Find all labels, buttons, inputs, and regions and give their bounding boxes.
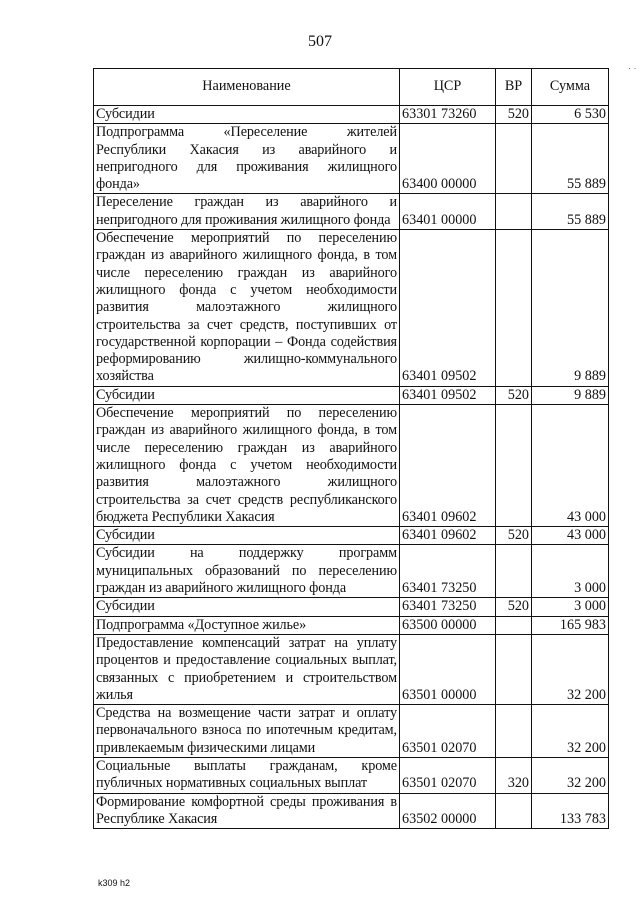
row-csr: 63401 09602 [400,527,496,545]
row-name: Переселение граждан из аварийного и непригодного для проживания жилищного фонда [94,194,400,230]
table-row [94,598,609,616]
row-vr: 320 [496,757,532,793]
row-csr: 63401 00000 [400,194,496,230]
row-name: Субсидии [94,106,400,124]
table-row [94,545,609,598]
table-row [94,705,609,758]
row-name: Подпрограмма «Переселение жителей Республики Хакасия из аварийного и непригодного для проживания жилищного фонда» [94,124,400,194]
header-vr: ВР [496,69,532,106]
row-name: Социальные выплаты гражданам, кроме публичных нормативных социальных выплат [94,757,400,793]
row-vr [496,705,532,758]
row-csr: 63401 09502 [400,386,496,404]
row-sum: 32 200 [532,634,609,704]
table-row [94,757,609,793]
row-csr: 63501 02070 [400,705,496,758]
table-row [94,527,609,545]
row-csr: 63500 00000 [400,616,496,634]
row-csr: 63501 02070 [400,757,496,793]
table-row [94,386,609,404]
table-row [94,634,609,704]
table-row [94,230,609,387]
row-vr: 520 [496,386,532,404]
row-name: Обеспечение мероприятий по переселению граждан из аварийного жилищного фонда, в том числе переселению граждан из аварийного жилищного фонда с учетом необходимости развития малоэтажного жилищного строительства за счет средств республиканского бюджета Республики Хакасия [94,405,400,527]
row-vr [496,793,532,829]
table-row [94,405,609,527]
row-vr [496,194,532,230]
row-name: Обеспечение мероприятий по переселению граждан из аварийного жилищного фонда, в том числе переселению граждан из аварийного жилищного фонда с учетом необходимости развития малоэтажного жилищного строительства за счет средств, поступивших от государственной корпорации – Фонда содействия реформированию жилищно-коммунального хозяйства [94,230,400,387]
row-vr [496,124,532,194]
row-sum: 3 000 [532,598,609,616]
row-vr: 520 [496,527,532,545]
row-sum: 55 889 [532,124,609,194]
row-csr: 63401 09502 [400,230,496,387]
row-csr: 63401 09602 [400,405,496,527]
row-csr: 63400 00000 [400,124,496,194]
row-vr [496,405,532,527]
row-name: Подпрограмма «Доступное жилье» [94,616,400,634]
table-row [94,616,609,634]
budget-table [93,68,609,829]
margin-marks: · · [628,63,637,73]
row-name: Субсидии на поддержку программ муниципальных образований по переселению граждан из аварийного жилищного фонда [94,545,400,598]
table-row [94,793,609,829]
row-csr: 63501 00000 [400,634,496,704]
row-vr [496,634,532,704]
row-sum: 3 000 [532,545,609,598]
header-sum: Сумма [532,69,609,106]
row-csr: 63401 73250 [400,598,496,616]
row-name: Субсидии [94,386,400,404]
row-vr [496,616,532,634]
table-header-row [94,69,609,106]
header-csr: ЦСР [400,69,496,106]
row-name: Предоставление компенсаций затрат на уплату процентов и предоставление социальных выплат, связанных с приобретением и строительством жилья [94,634,400,704]
row-name: Субсидии [94,527,400,545]
table-row [94,194,609,230]
row-sum: 32 200 [532,705,609,758]
row-vr [496,545,532,598]
row-csr: 63502 00000 [400,793,496,829]
row-sum: 55 889 [532,194,609,230]
row-sum: 43 000 [532,405,609,527]
row-sum: 165 983 [532,616,609,634]
footer-code: k309 h2 [98,878,131,888]
row-sum: 133 783 [532,793,609,829]
table-row [94,124,609,194]
row-sum: 6 530 [532,106,609,124]
row-csr: 63301 73260 [400,106,496,124]
row-csr: 63401 73250 [400,545,496,598]
row-vr: 520 [496,106,532,124]
table-row [94,106,609,124]
row-sum: 43 000 [532,527,609,545]
row-sum: 9 889 [532,386,609,404]
page-number: 507 [308,33,332,50]
row-name: Формирование комфортной среды проживания в Республике Хакасия [94,793,400,829]
row-sum: 32 200 [532,757,609,793]
row-name: Субсидии [94,598,400,616]
header-name: Наименование [94,69,400,106]
row-vr [496,230,532,387]
row-vr: 520 [496,598,532,616]
row-name: Средства на возмещение части затрат и оплату первоначального взноса по ипотечным кредитам, привлекаемым физическими лицами [94,705,400,758]
row-sum: 9 889 [532,230,609,387]
